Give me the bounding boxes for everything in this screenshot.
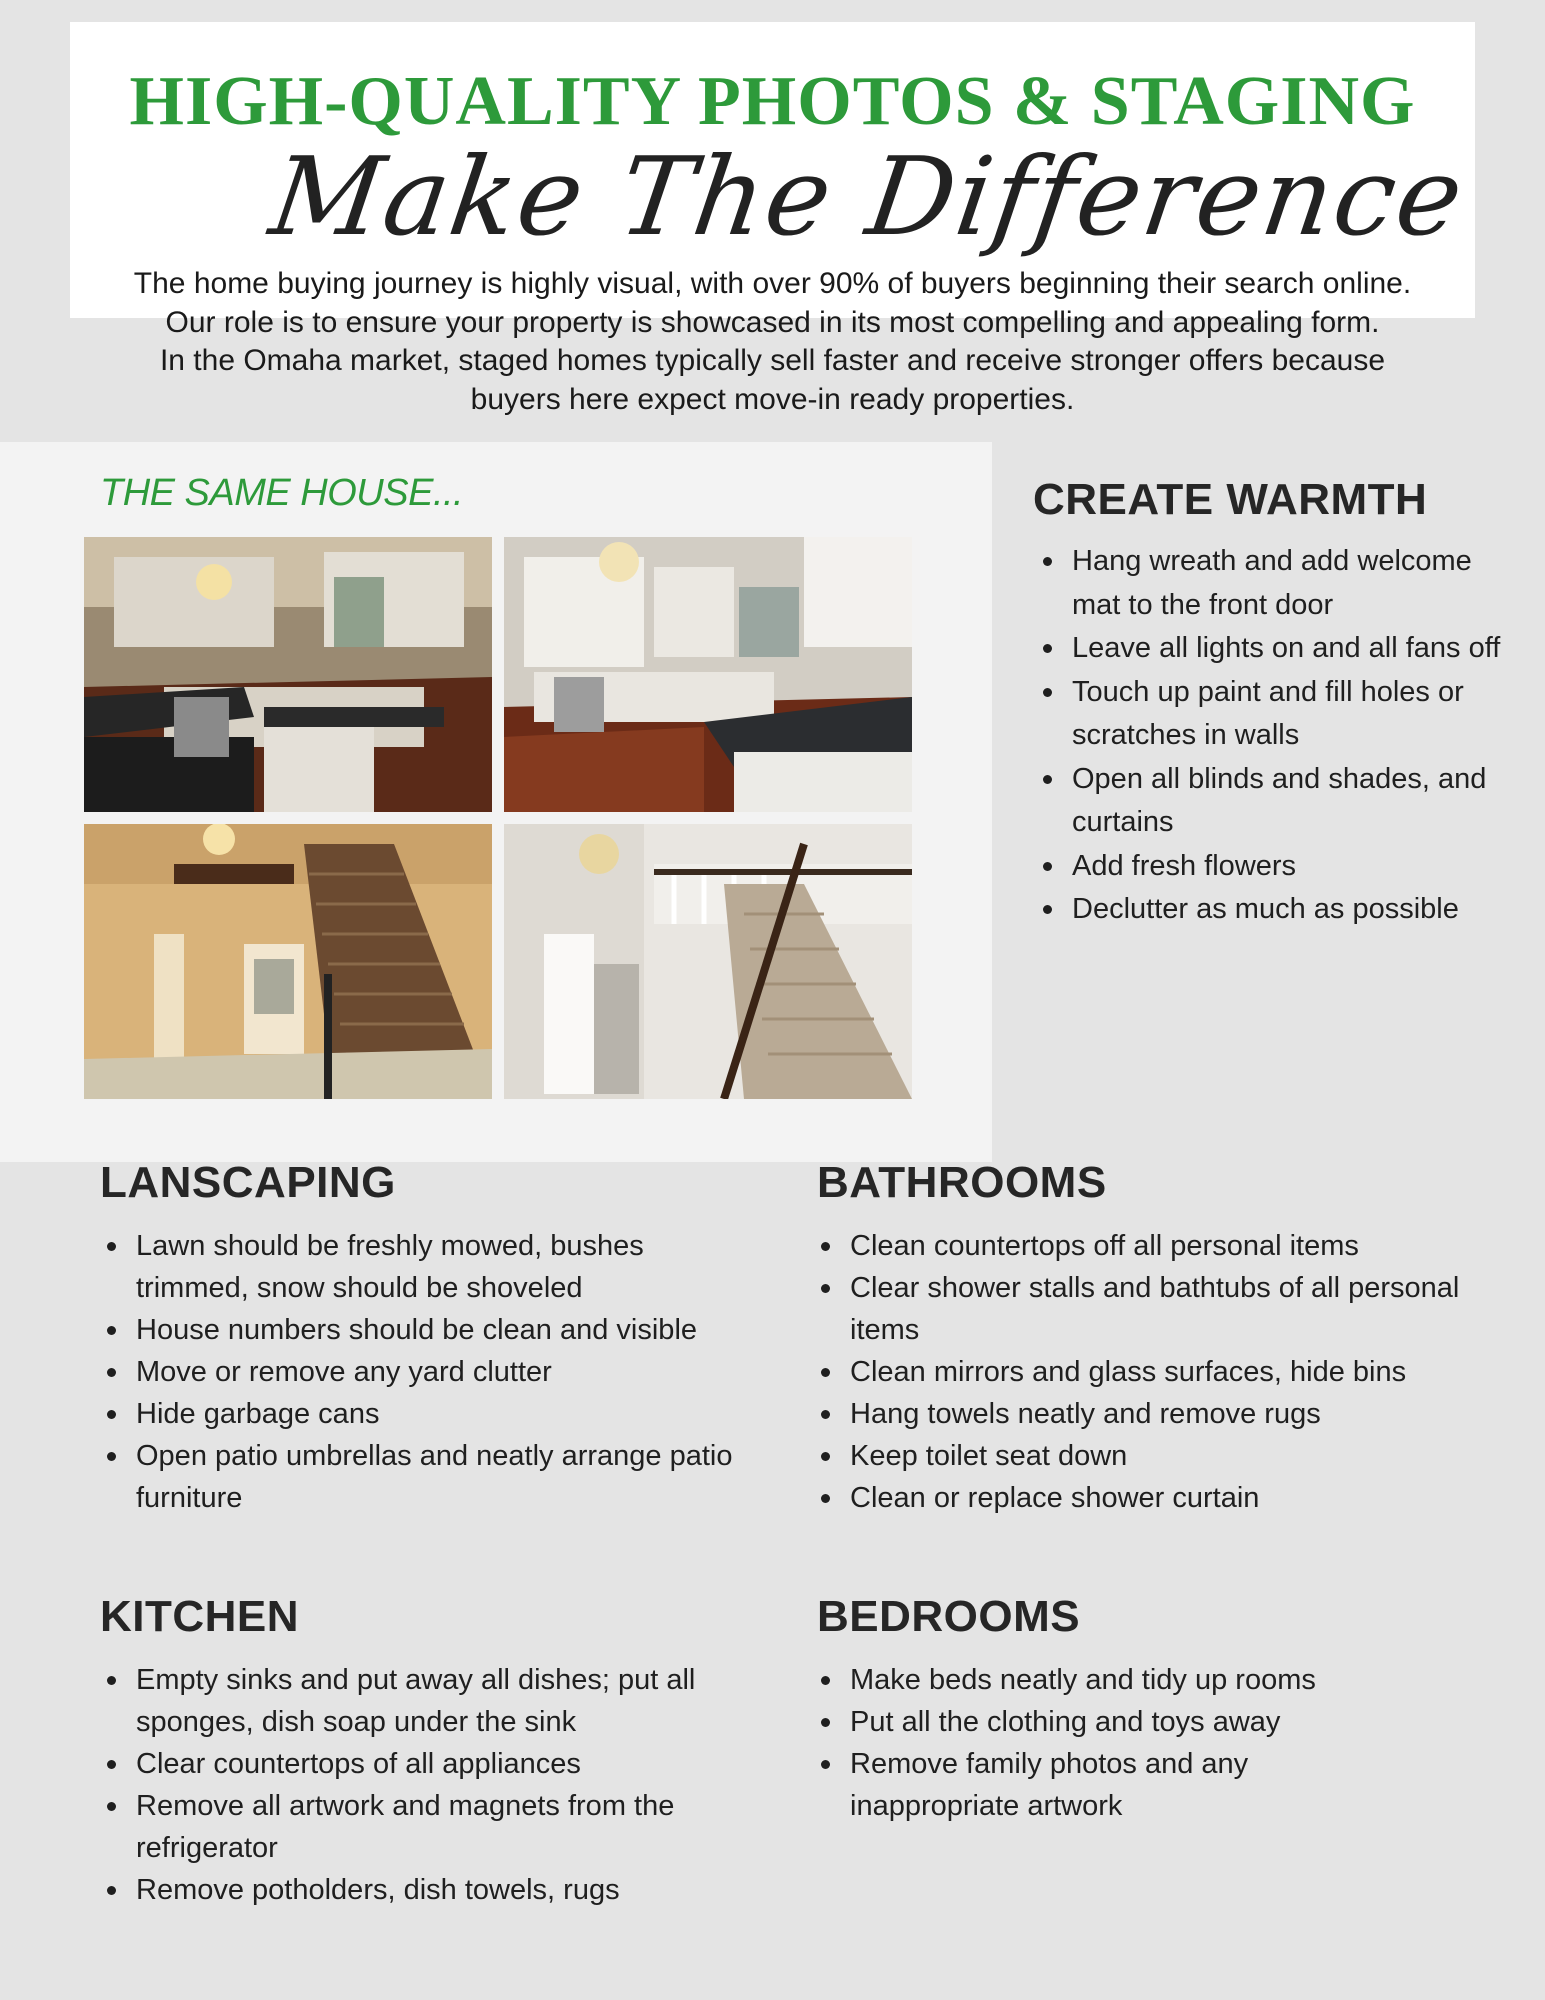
intro-line: In the Omaha market, staged homes typically sell faster and receive stronger offers because — [159, 344, 1386, 377]
list-item: Clean mirrors and glass surfaces, hide bins — [814, 1351, 1504, 1393]
list-item: Make beds neatly and tidy up rooms — [814, 1659, 1374, 1701]
intro-paragraph — [50, 265, 1495, 419]
list-item: Open patio umbrellas and neatly arrange patio furniture — [100, 1435, 740, 1519]
intro-line: buyers here expect move-in ready properties. — [470, 382, 1075, 416]
list-item: Clean countertops off all personal items — [814, 1225, 1504, 1267]
intro-line: Our role is to ensure your property is showcased in its most compelling and appealing form. — [165, 305, 1380, 339]
landscaping-list — [100, 1225, 740, 1519]
main-title: HIGH-QUALITY PHOTOS & STAGING — [129, 63, 1416, 140]
list-item: Remove all artwork and magnets from the refrigerator — [100, 1785, 740, 1869]
list-item: Remove family photos and any inappropriate artwork — [814, 1743, 1374, 1827]
kitchen-heading: KITCHEN — [100, 1592, 300, 1641]
list-item: Touch up paint and fill holes or scratches in walls — [1036, 671, 1506, 758]
list-item: Declutter as much as possible — [1036, 888, 1506, 932]
list-item: Put all the clothing and toys away — [814, 1701, 1374, 1743]
intro-line: The home buying journey is highly visual, with over 90% of buyers beginning their search online. — [133, 267, 1412, 300]
list-item: Clear shower stalls and bathtubs of all personal items — [814, 1267, 1504, 1351]
bathrooms-heading: BATHROOMS — [817, 1158, 1107, 1207]
list-item: Hang wreath and add welcome mat to the front door — [1036, 540, 1506, 627]
stairs-after-photo — [504, 824, 912, 1099]
warmth-list — [1036, 540, 1506, 932]
list-item: Clean or replace shower curtain — [814, 1477, 1504, 1519]
warmth-heading: CREATE WARMTH — [1033, 475, 1428, 524]
kitchen-list — [100, 1659, 740, 1911]
bathrooms-list — [814, 1225, 1504, 1519]
list-item: Remove potholders, dish towels, rugs — [100, 1869, 740, 1911]
list-item: House numbers should be clean and visible — [100, 1309, 740, 1351]
bedrooms-list — [814, 1659, 1374, 1827]
list-item: Lawn should be freshly mowed, bushes trimmed, snow should be shoveled — [100, 1225, 740, 1309]
kitchen-before-photo — [84, 537, 492, 812]
list-item: Clear countertops of all appliances — [100, 1743, 740, 1785]
list-item: Add fresh flowers — [1036, 845, 1506, 889]
list-item: Move or remove any yard clutter — [100, 1351, 740, 1393]
gallery-label: THE SAME HOUSE... — [100, 472, 464, 514]
bedrooms-heading: BEDROOMS — [817, 1592, 1081, 1641]
landscaping-heading: LANSCAPING — [100, 1158, 396, 1207]
list-item: Hang towels neatly and remove rugs — [814, 1393, 1504, 1435]
list-item: Leave all lights on and all fans off — [1036, 627, 1506, 671]
kitchen-after-photo — [504, 537, 912, 812]
script-subtitle: Make The Difference — [263, 135, 1472, 260]
list-item: Empty sinks and put away all dishes; put all sponges, dish soap under the sink — [100, 1659, 740, 1743]
list-item: Hide garbage cans — [100, 1393, 740, 1435]
list-item: Keep toilet seat down — [814, 1435, 1504, 1477]
list-item: Open all blinds and shades, and curtains — [1036, 758, 1506, 845]
stairs-before-photo — [84, 824, 492, 1099]
